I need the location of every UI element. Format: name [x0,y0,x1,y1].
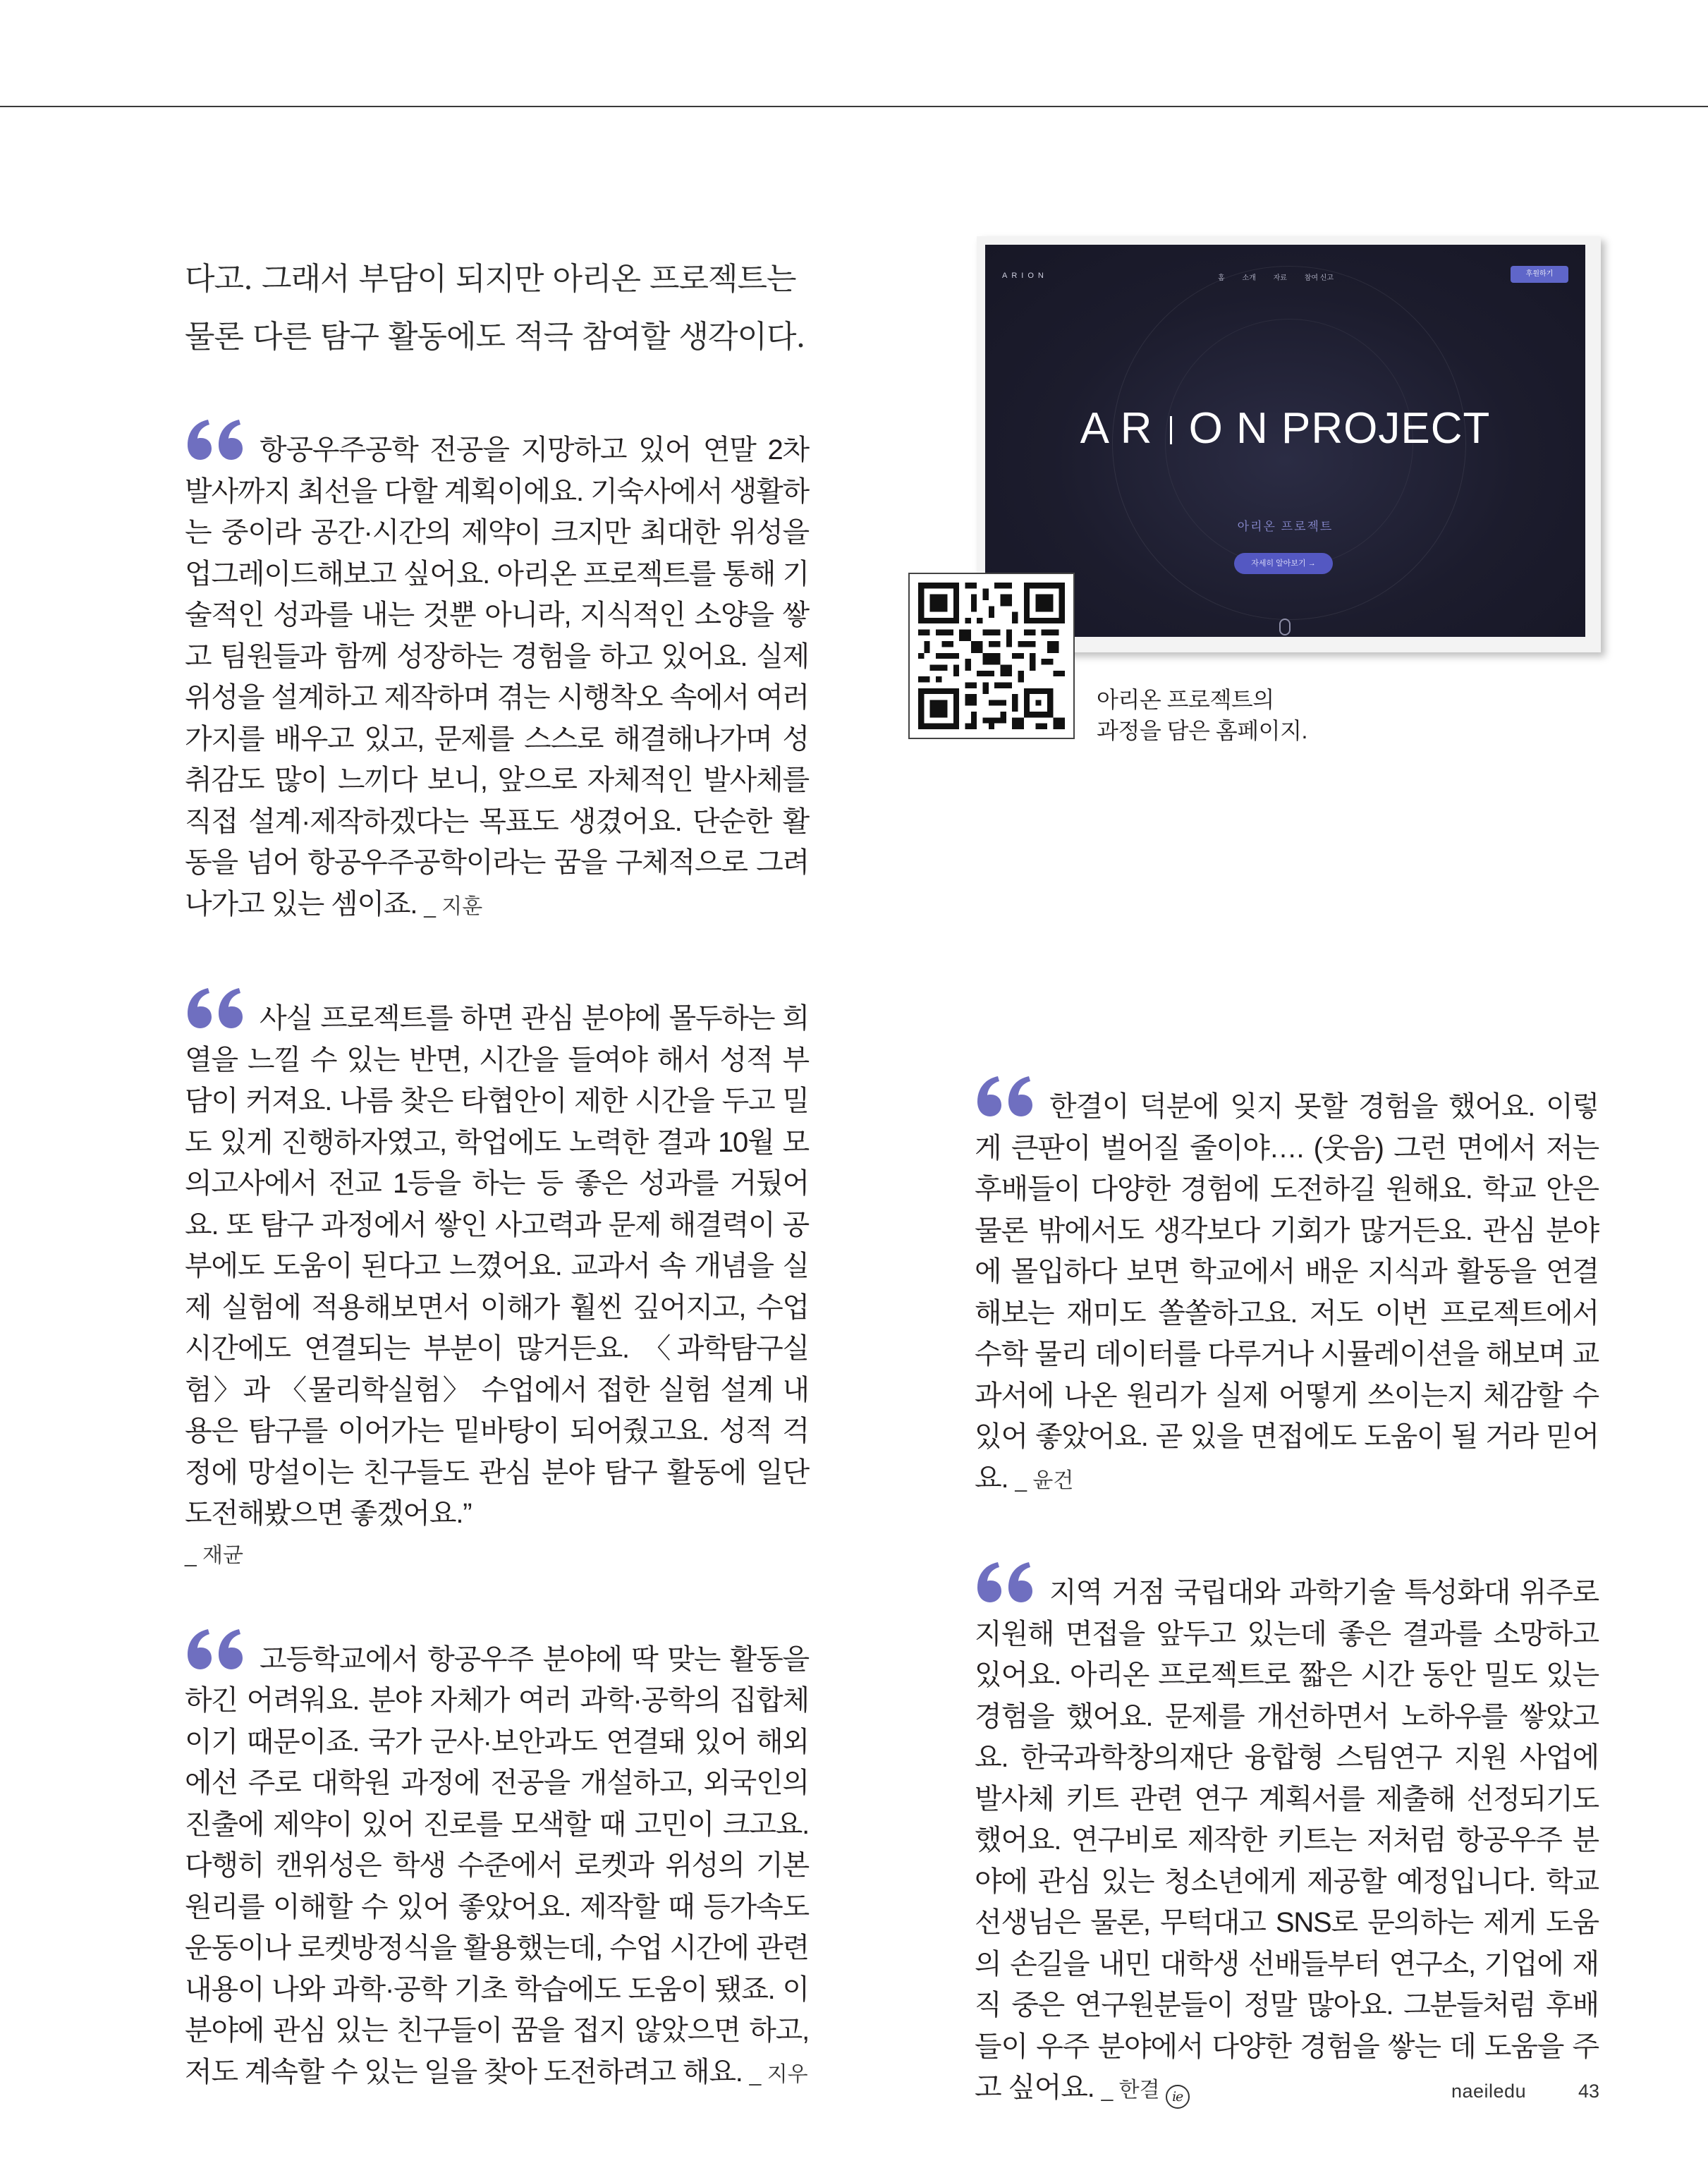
figure-caption [1097,684,1307,746]
right-column [975,1072,1599,2168]
caption-line: 아리온 프로젝트의 [1097,687,1274,712]
hero-title [985,403,1585,453]
hero-title-left: A R [1080,404,1153,453]
qr-code-icon [918,583,1065,729]
quote-text: 지역 거점 국립대와 과학기술 특성화대 위주로 지원해 면접을 앞두고 있는데 좋은 결과를 소망하고 있어요. 아리온 프로젝트로 짧은 시간 동안 밀도 있는 경험을 했어요. 문제를 개선하면서 노하우를 쌓았고요. 한국과학창의재단 융합형 스팀연구 지원 사업에 발사체 키트 관련 연구 계획서를 제출해 선정되기도 했어요. 연구비로 제작한 키트는 저처럼 항공우주 분야에 관심 있는 청소년에게 제공할 예정입니다. 학교 선생님은 물론, 무턱대고 SNS로 문의하는 제게 도움의 손길을 내민 대학생 선배들부터 연구소, 기업에 재직 중은 연구원분들이 정말 많아요. 그분들처럼 후배들이 우주 분야에서 다양한 경험을 쌓는 데 도움을 주고 싶어요. [975,1577,1599,2103]
quote-author: _ 윤건 [1015,1468,1074,1492]
quote-author: _ 지우 [749,2062,808,2086]
quote-block-jiwoo [185,1625,809,2096]
quote-open-icon [185,984,244,1030]
quote-text: 고등학교에서 항공우주 분야에 딱 맞는 활동을 하긴 어려워요. 분야 자체가 여러 과학·공학의 집합체이기 때문이죠. 국가 군사·보안과도 연결돼 있어 해외에선 주로 대학원 과정에 전공을 개설하고, 외국인의 진출에 제약이 있어 진로를 모색할 때 고민이 크고요. 다행히 캔위성은 학생 수준에서 로켓과 위성의 기본 원리를 이해할 수 있어 좋았어요. 제작할 때 등가속도 운동이나 로켓방정식을 활용했는데, 수업 시간에 관련 내용이 나와 과학·공학 기초 학습에도 도움이 됐죠. 이 분야에 관심 있는 친구들이 꿈을 접지 않았으면 하고, 저도 계속할 수 있는 일을 찾아 도전하려고 해요. [185,1643,809,2088]
site-nav-item: 자료 [1273,274,1287,282]
quote-open-icon [975,1558,1034,1604]
quote-text: 사실 프로젝트를 하면 관심 분야에 몰두하는 희열을 느낄 수 있는 반면, 시간을 들여야 해서 성적 부담이 커져요. 나름 찾은 타협안이 제한 시간을 두고 밀도 있게 진행하자였고, 학업에도 노력한 결과 10월 모의고사에서 전교 1등을 하는 등 좋은 성과를 거뒀어요. 또 탐구 과정에서 쌓인 사고력과 문제 해결력이 공부에도 도움이 된다고 느꼈어요. 교과서 속 개념을 실제 실험에 적용해보면서 이해가 훨씬 깊어지고, 수업 시간에도 연결되는 부분이 많거든요. 〈과학탐구실험〉과 〈물리학실험〉 수업에서 접한 실험 설계 내용은 탐구를 이어가는 밑바탕이 되어줬고요. 성적 걱정에 망설이는 친구들도 관심 분야 탐구 활동에 일단 도전해봤으면 좋겠어요.” [185,1003,809,1529]
end-mark-icon: ie [1166,2085,1190,2109]
quote-text: 항공우주공학 전공을 지망하고 있어 연말 2차 발사까지 최선을 다할 계획이에요. 기숙사에서 생활하는 중이라 공간·시간의 제약이 크지만 최대한 위성을 업그레이드해보고 싶어요. 아리온 프로젝트를 통해 기술적인 성과를 내는 것뿐 아니라, 지식적인 소양을 쌓고 팀원들과 함께 성장하는 경험을 하고 있어요. 실제 위성을 설계하고 제작하며 겪는 시행착오 속에서 여러가지를 배우고 있고, 문제를 스스로 해결해나가며 성취감도 많이 느끼다 보니, 앞으로 자체적인 발사체를 직접 설계·제작하겠다는 목표도 생겼어요. 단순한 활동을 넘어 항공우주공학이라는 꿈을 구체적으로 그려나가고 있는 셈이죠. [185,434,809,920]
intro-line: 다고. 그래서 부담이 되지만 아리온 프로젝트는 [185,261,796,297]
site-nav-item: 참여 신고 [1304,274,1334,282]
caption-line: 과정을 담은 홈페이지. [1097,718,1307,743]
site-logo: ARION [1002,272,1048,280]
site-nav-button: 후원하기 [1511,266,1568,283]
site-nav [1218,272,1349,282]
quote-block-jihun [185,415,809,927]
quote-block-hangyeol [975,1558,1599,2112]
hero-button: 자세히 알아보기 → [1234,553,1333,574]
left-column [185,250,809,2152]
site-nav-item: 홈 [1218,274,1225,282]
homepage-screenshot [985,245,1585,637]
quote-block-yungeon [975,1072,1599,1502]
quote-author: _ 재균 [185,1543,243,1567]
top-rule [0,106,1708,107]
site-nav-item: 소개 [1242,274,1256,282]
hero-title-right: O N PROJECT [1188,404,1491,453]
footer-brand: naeiledu [1451,2081,1527,2102]
quote-block-jaegyun [185,984,809,1569]
quote-text: 한결이 덕분에 잊지 못할 경험을 했어요. 이렇게 큰판이 벌어질 줄이야…. (웃음) 그런 면에서 저는 후배들이 다양한 경험에 도전하길 원해요. 학교 안은 물론 밖에서도 생각보다 기회가 많거든요. 관심 분야에 몰입하다 보면 학교에서 배운 지식과 활동을 연결해보는 재미도 쏠쏠하고요. 저도 이번 프로젝트에서 수학 물리 데이터를 다루거나 시뮬레이션을 해보며 교과서에 나온 원리가 실제 어떻게 쓰이는지 체감할 수 있어 좋았어요. 곧 있을 면접에도 도움이 될 거라 믿어요. [975,1091,1599,1494]
quote-open-icon [185,1625,244,1671]
scroll-mouse-icon [1279,619,1291,635]
quote-author: _ 지훈 [424,894,483,918]
quote-open-icon [185,415,244,462]
qr-code [908,573,1075,739]
hero-title-mark [1170,416,1172,444]
quote-author: _ 한결 [1101,2078,1160,2102]
hero-subtitle: 아리온 프로젝트 [1237,520,1334,533]
page-number: 43 [1578,2081,1600,2102]
quote-open-icon [975,1072,1034,1119]
intro-paragraph [185,250,809,366]
intro-line: 물론 다른 탐구 활동에도 적극 참여할 생각이다. [185,319,805,355]
